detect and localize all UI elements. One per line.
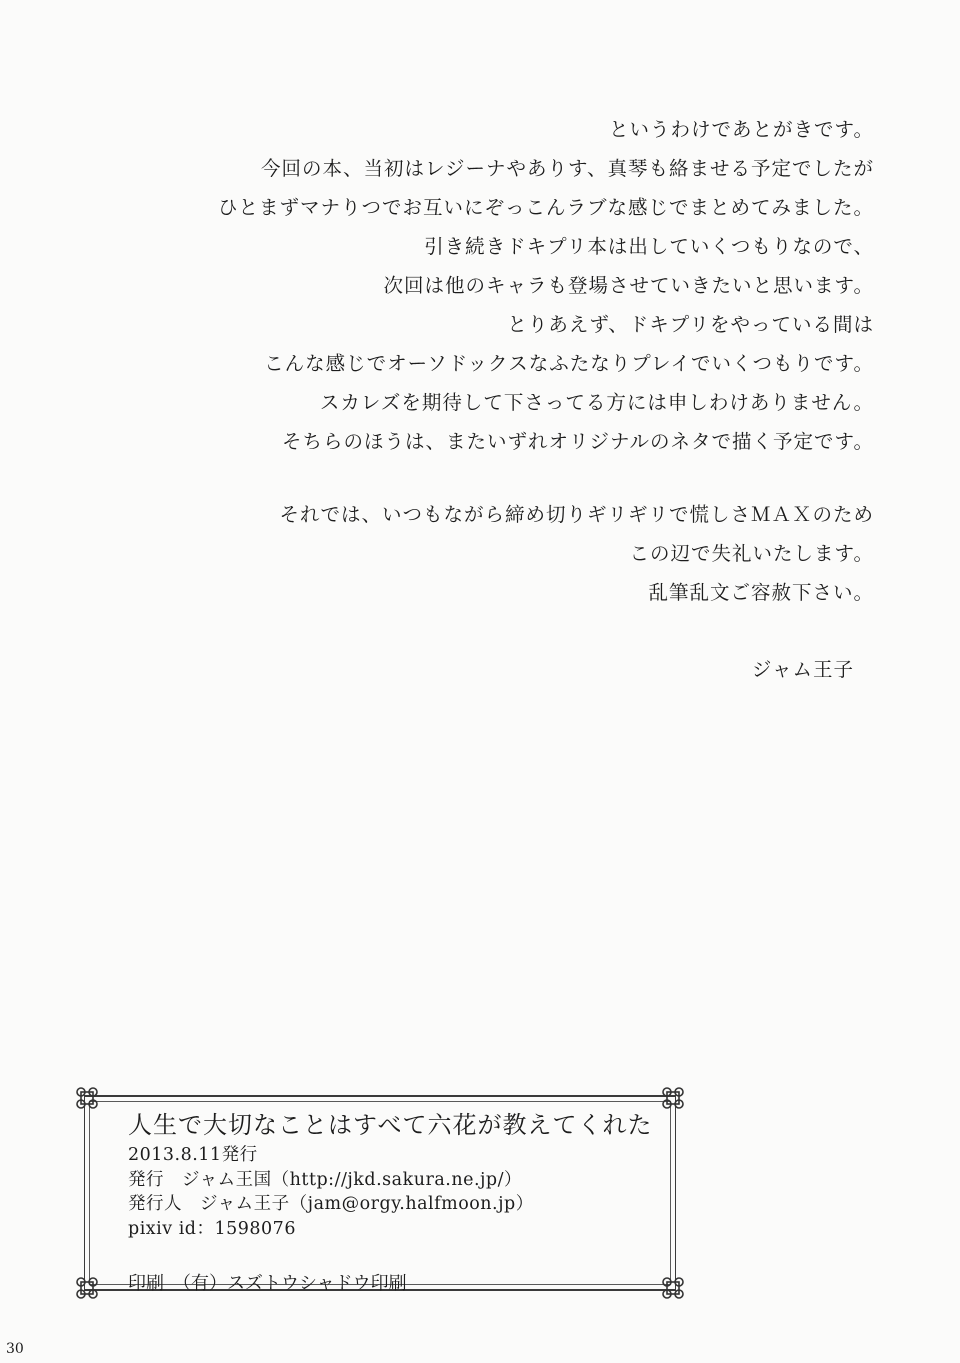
page-number: 30 <box>6 1341 24 1357</box>
afterword-line: ひとまずマナりつでお互いにぞっこんラブな感じでまとめてみました。 <box>217 196 874 219</box>
book-title: 人生で大切なことはすべて六花が教えてくれた <box>128 1111 653 1139</box>
corner-knot-ornament-icon <box>660 1085 686 1111</box>
afterword-line: 今回の本、当初はレジーナやありす、真琴も絡ませる予定でしたが <box>261 157 874 180</box>
author-line: 発行人 ジャム王子（jam@orgy.halfmoon.jp） <box>128 1194 534 1214</box>
afterword-line: とりあえず、ドキプリをやっている間は <box>507 313 874 336</box>
afterword-line: 次回は他のキャラも登場させていきたいと思います。 <box>383 274 874 297</box>
afterword-line: こんな感じでオーソドックスなふたなりプレイでいくつもりです。 <box>264 352 874 375</box>
author-signature: ジャム王子 <box>751 658 854 681</box>
printer-line: 印刷 （有）スズトウシャドウ印刷 <box>128 1273 407 1294</box>
afterword-line: 引き続きドキプリ本は出していくつもりなので、 <box>424 235 874 258</box>
corner-knot-ornament-icon <box>74 1085 100 1111</box>
colophon-box <box>74 1085 686 1301</box>
corner-knot-ornament-icon <box>74 1275 100 1301</box>
afterword-text <box>218 110 874 689</box>
publish-date: 2013.8.11発行 <box>128 1145 258 1165</box>
colophon-text <box>128 1107 653 1295</box>
paragraph-gap <box>218 461 874 495</box>
corner-knot-ornament-icon <box>660 1275 686 1301</box>
afterword-line: そちらのほうは、またいずれオリジナルのネタで描く予定です。 <box>282 430 874 453</box>
afterword-line: スカレズを期待して下さってる方には申しわけありません。 <box>319 391 874 414</box>
afterword-line: それでは、いつもながら締め切りギリギリで慌しさＭＡＸのため <box>279 503 874 526</box>
afterword-line: この辺で失礼いたします。 <box>629 542 874 565</box>
afterword-line: 乱筆乱文ご容赦下さい。 <box>648 581 874 604</box>
afterword-line: というわけであとがきです。 <box>609 118 874 141</box>
pixiv-id-line: pixiv id：1598076 <box>128 1218 296 1239</box>
publisher-line: 発行 ジャム王国（http://jkd.sakura.ne.jp/） <box>128 1169 523 1190</box>
